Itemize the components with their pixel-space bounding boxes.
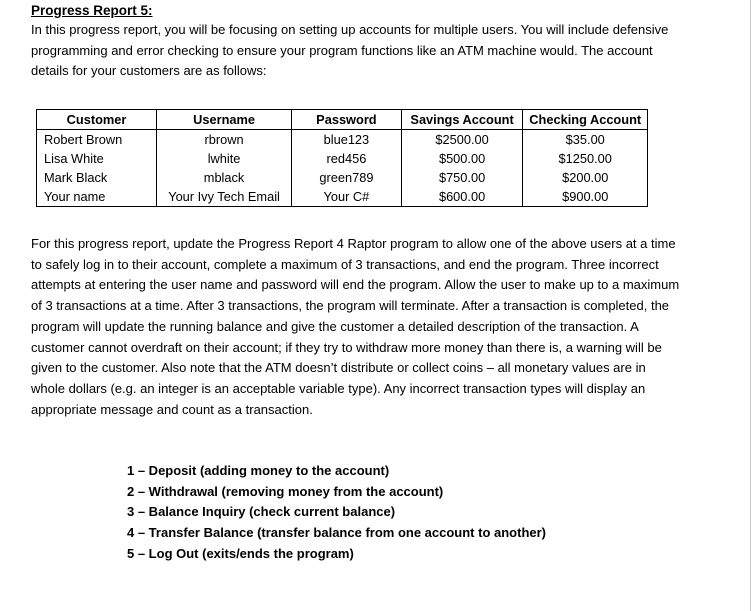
cell-customer: Mark Black (37, 168, 157, 187)
intro-paragraph: In this progress report, you will be focusing on setting up accounts for multiple users. You will include defensive programming and error checking to ensure your program functions like an ATM machine would. The account details for your customers are as follows: (31, 22, 669, 79)
table-row (37, 168, 648, 187)
accounts-table (36, 109, 648, 207)
instructions-paragraph: For this progress report, update the Progress Report 4 Raptor program to allow one of the above users at a time to safely log in to their account, complete a maximum of 3 transactions, and end the program. Three incorrect attempts at entering the user name and password will end the program. Allow the user to make up to a maximum of 3 transactions at a time. After 3 transactions, the program will terminate. After a transaction is completed, the program will update the running balance and give the customer a detailed description of the transaction. A customer cannot overdraft on their account; if they try to withdraw more money than there is, a warning will be given to the customer. Also note that the ATM doesn’t distribute or collect coins – all monetary values are in whole dollars (e.g. an integer is an acceptable variable type). Any incorrect transaction types will display an appropriate message and count as a transaction. (31, 236, 680, 417)
cell-customer: Lisa White (37, 149, 157, 168)
menu-option-deposit: 1 – Deposit (adding money to the account) (127, 463, 390, 478)
cell-password: blue123 (292, 130, 402, 150)
document-title: Progress Report 5: (31, 3, 153, 18)
menu-option-transfer-balance: 4 – Transfer Balance (transfer balance from one account to another) (127, 525, 547, 541)
cell-savings: $600.00 (401, 187, 523, 207)
header-password: Password (292, 110, 402, 130)
table-header-row (37, 110, 648, 130)
cell-password: Your C# (292, 187, 402, 207)
menu-option-withdrawal: 2 – Withdrawal (removing money from the account) (127, 483, 444, 499)
cell-savings: $500.00 (401, 149, 523, 168)
header-username: Username (157, 110, 292, 130)
table-row (37, 130, 648, 150)
cell-password: green789 (292, 168, 402, 187)
cell-password: red456 (292, 149, 402, 168)
cell-username: lwhite (157, 149, 292, 168)
cell-checking: $35.00 (523, 130, 648, 150)
cell-username: Your Ivy Tech Email (157, 187, 292, 207)
cell-customer: Robert Brown (37, 130, 157, 150)
page-edge-divider (750, 0, 751, 611)
cell-username: mblack (157, 168, 292, 187)
header-checking-account: Checking Account (523, 110, 648, 130)
menu-option-balance-inquiry: 3 – Balance Inquiry (check current balance) (127, 504, 396, 520)
table-row (37, 149, 648, 168)
cell-username: rbrown (157, 130, 292, 150)
header-customer: Customer (37, 110, 157, 130)
header-savings-account: Savings Account (401, 110, 523, 130)
cell-customer: Your name (37, 187, 157, 207)
menu-option-log-out: 5 – Log Out (exits/ends the program) (127, 545, 354, 561)
cell-checking: $1250.00 (523, 149, 648, 168)
cell-checking: $900.00 (523, 187, 648, 207)
table-row (37, 187, 648, 207)
cell-savings: $2500.00 (401, 130, 523, 150)
cell-savings: $750.00 (401, 168, 523, 187)
transaction-menu-list (127, 461, 546, 565)
cell-checking: $200.00 (523, 168, 648, 187)
